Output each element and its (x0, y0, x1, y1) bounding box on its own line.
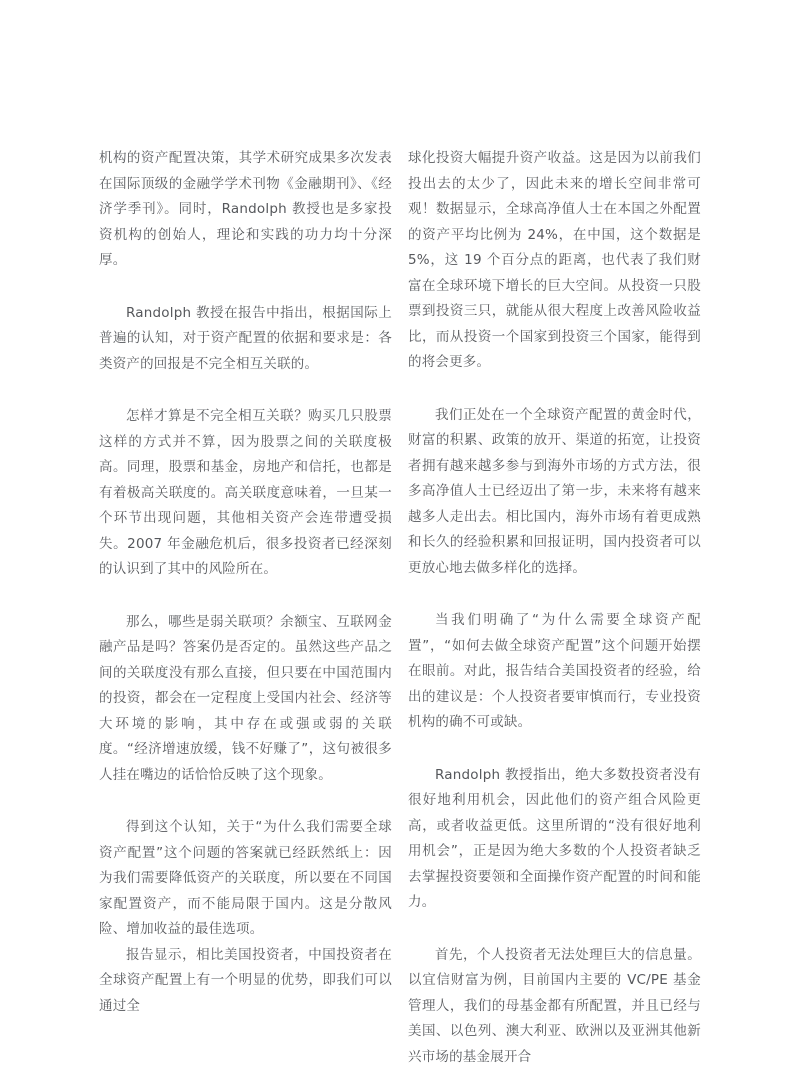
left-paragraph-6: 报告显示，相比美国投资者，中国投资者在全球资产配置上有一个明显的优势，即我们可以通过全 (99, 946, 392, 1014)
right-paragraph-4: Randolph 教授指出，绝大多数投资者没有很好地利用机会，因此他们的资产组合风险更高，或者收益更低。这里所谓的“没有很好地利用机会”，正是因为绝大多数的个人投资者缺乏去掌握投资要领和全面操作资产配置的时间和能力。 (408, 766, 701, 910)
right-paragraph-2: 我们正处在一个全球资产配置的黄金时代，财富的积累、政策的放开、渠道的拓宽，让投资者拥有越来越多参与到海外市场的方式方法，很多高净值人士已经迈出了第一步，未来将有越来越多人走出去。相比国内，海外市场有着更成熟和长久的经验积累和回报证明，国内投资者可以更放心地去做多样化的选择。 (408, 406, 701, 576)
left-paragraph-1-continuation: 机构的资产配置决策，其学术研究成果多次发表在国际顶级的金融学学术刊物《金融期刊》、《经济学季刊》。同时，Randolph 教授也是多家投资机构的创始人，理论和实践的功力均十分深厚。 (99, 150, 392, 268)
right-paragraph-5: 首先，个人投资者无法处理巨大的信息量。以宜信财富为例，目前国内主要的 VC/PE 基金管理人，我们的母基金都有所配置，并且已经与美国、以色列、澳大利亚、欧洲以及亚洲其他新兴市场的基金展开合 (408, 946, 701, 1065)
right-column (408, 146, 701, 1070)
left-paragraph-3: 怎样才算是不完全相互关联？购买几只股票这样的方式并不算，因为股票之间的关联度极高。同理，股票和基金，房地产和信托，也都是有着极高关联度的。高关联度意味着，一旦某一个环节出现问题，其他相关资产会连带遭受损失。2007 年金融危机后，很多投资者已经深刻的认识到了其中的风险所在。 (99, 408, 392, 577)
two-column-text-area (99, 146, 701, 1070)
left-paragraph-4: 那么，哪些是弱关联项？余额宝、互联网金融产品是吗？答案仍是否定的。虽然这些产品之间的关联度没有那么直接，但只要在中国范围内的投资，都会在一定程度上受国内社会、经济等大环境的影响，其中存在或强或弱的关联度。“经济增速放缓，钱不好赚了”，这句被很多人挂在嘴边的话恰恰反映了这个现象。 (99, 613, 392, 783)
left-paragraph-5: 得到这个认知，关于“为什么我们需要全球资产配置”这个问题的答案就已经跃然纸上：因为我们需要降低资产的关联度，所以要在不同国家配置资产，而不能局限于国内。这是分散风险、增加收益的最佳选项。 (99, 819, 392, 937)
left-paragraph-2: Randolph 教授在报告中指出，根据国际上普遍的认知，对于资产配置的依据和要求是：各类资产的回报是不完全相互关联的。 (99, 304, 392, 372)
right-paragraph-1-continuation: 球化投资大幅提升资产收益。这是因为以前我们投出去的太少了，因此未来的增长空间非常可观！数据显示，全球高净值人士在本国之外配置的资产平均比例为 24%，在中国，这个数据是 5%，这 19 个百分点的距离，也代表了我们财富在全球环境下增长的巨大空间。从投资一只股票到投资三只，就能从很大程度上改善风险收益比，而从投资一个国家到投资三个国家，能得到的将会更多。 (408, 150, 701, 370)
left-column (99, 146, 392, 1070)
right-paragraph-3: 当我们明确了“为什么需要全球资产配置”，“如何去做全球资产配置”这个问题开始摆在眼前。对此，报告结合美国投资者的经验，给出的建议是：个人投资者要审慎而行，专业投资机构的确不可或缺。 (408, 612, 701, 730)
